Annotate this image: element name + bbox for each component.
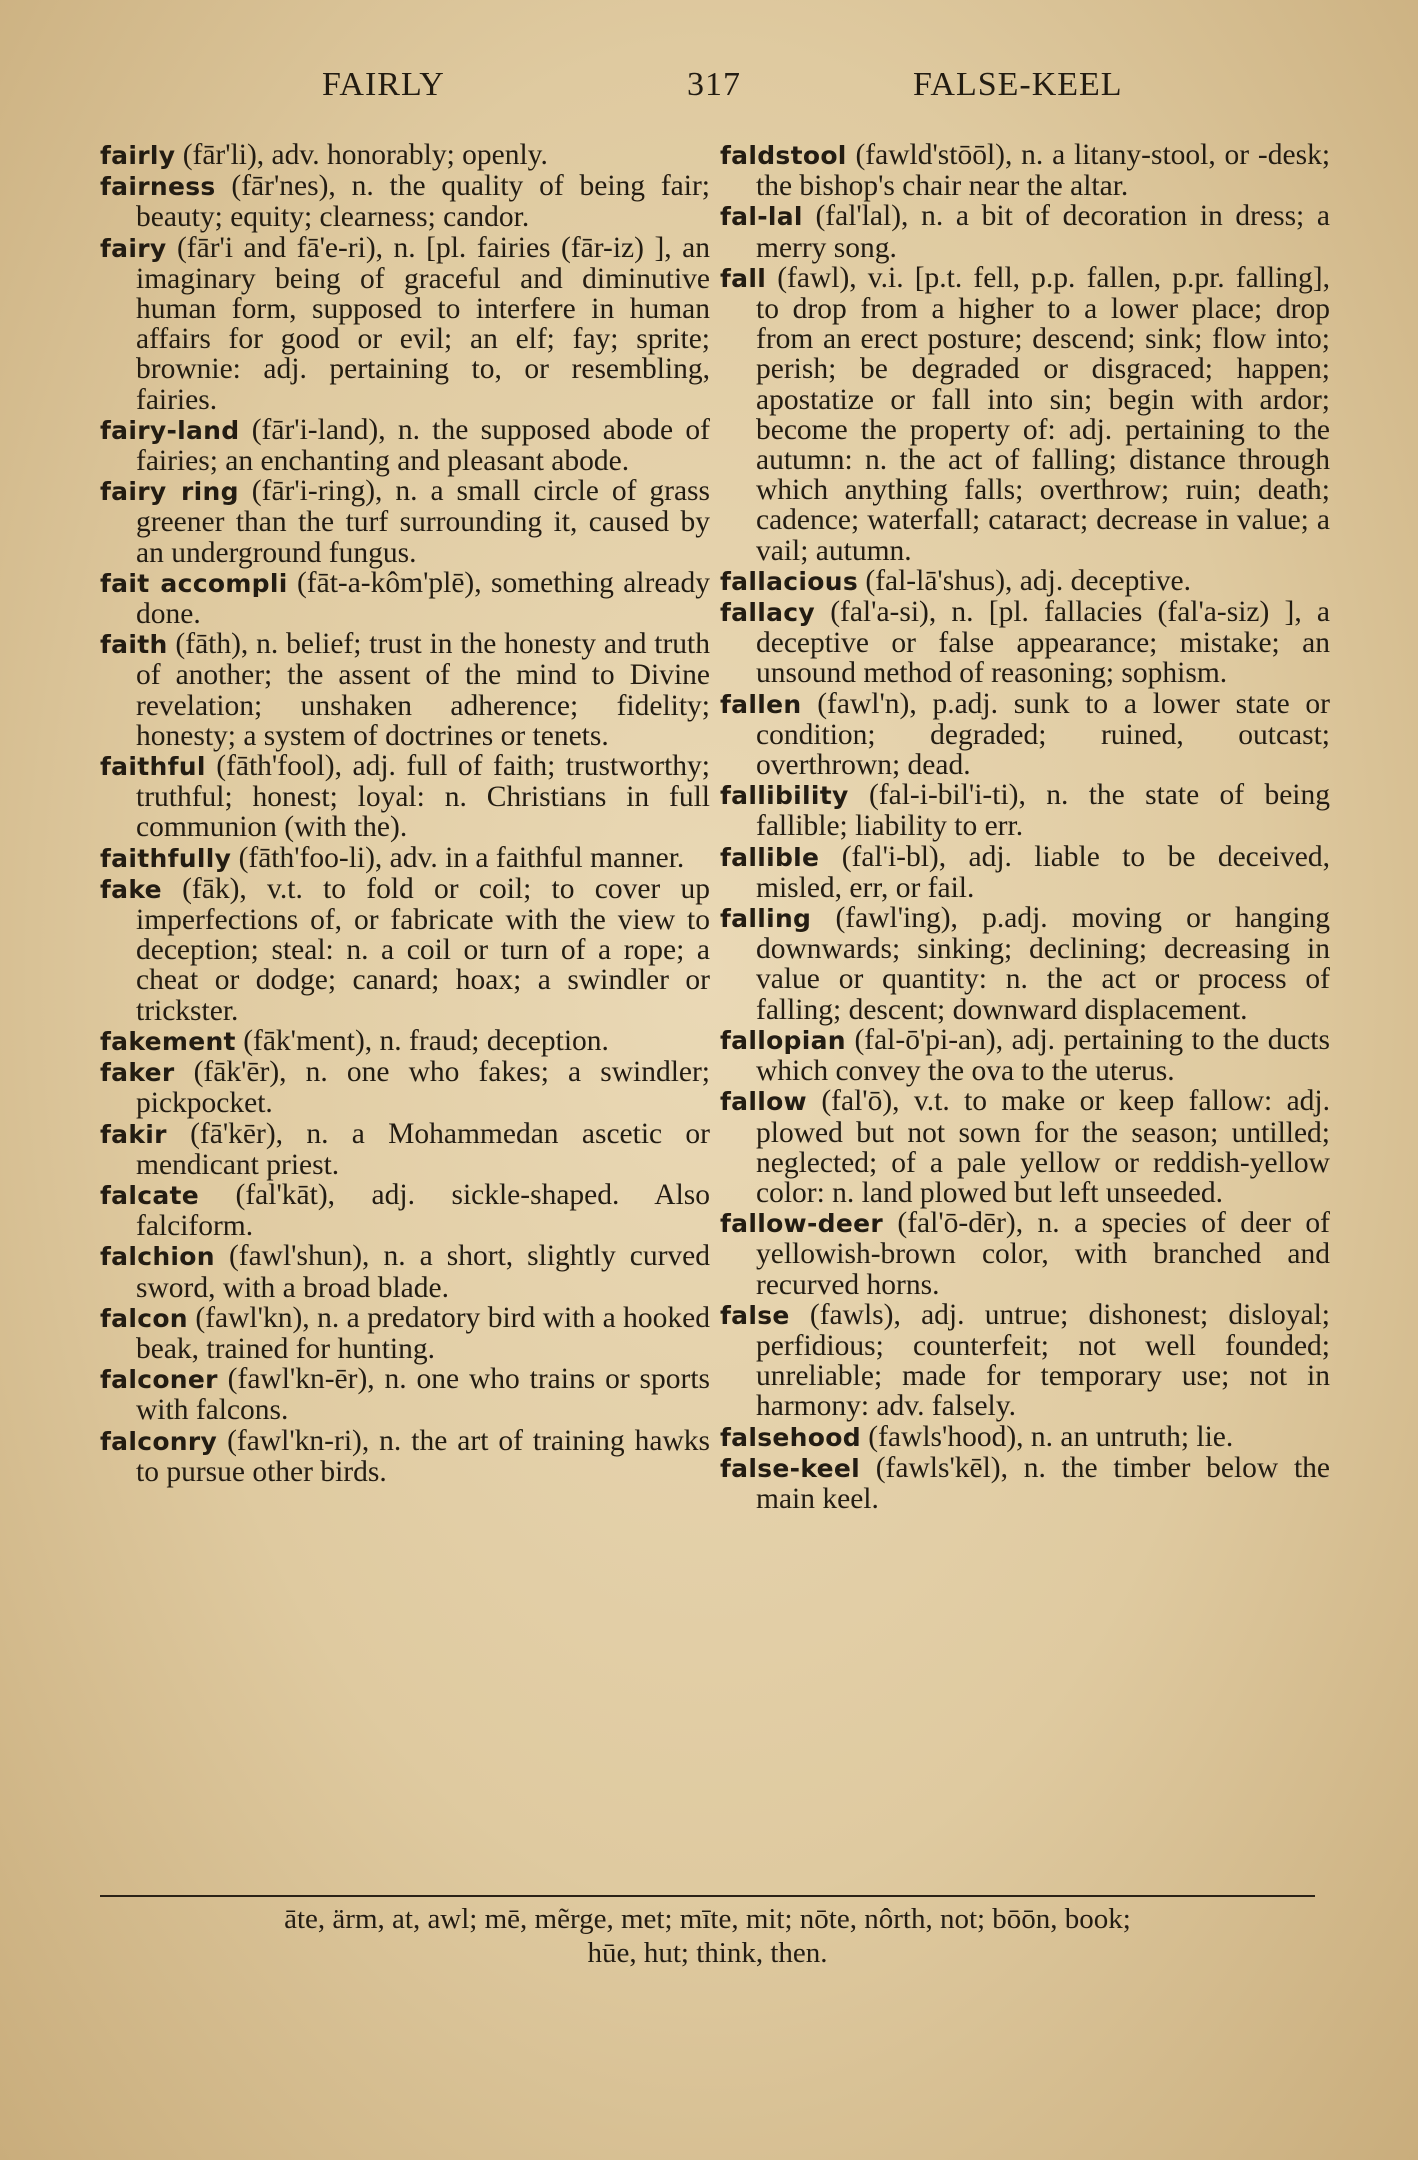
dictionary-entry <box>100 233 710 415</box>
entry-definition: (fār'li), adv. honorably; openly. <box>182 139 548 171</box>
dictionary-entry <box>720 566 1330 597</box>
dictionary-entry <box>720 780 1330 841</box>
entry-headword: falconry <box>100 1426 218 1456</box>
dictionary-entry <box>720 903 1330 1025</box>
left-column <box>100 140 710 1487</box>
entry-headword: fallibility <box>720 781 849 811</box>
dictionary-entry <box>720 201 1330 262</box>
dictionary-entry <box>720 1025 1330 1086</box>
dictionary-entry <box>720 1208 1330 1300</box>
dictionary-entry <box>720 1453 1330 1514</box>
entry-headword: faker <box>100 1058 175 1088</box>
dictionary-entry <box>100 171 710 232</box>
dictionary-entry <box>100 1119 710 1180</box>
entry-headword: faldstool <box>720 141 847 170</box>
entry-definition: (fāt-a-kôm'plē), something already done. <box>136 566 711 631</box>
pronunciation-key-line-2: hūe, hut; think, then. <box>587 1937 828 1969</box>
dictionary-entry <box>720 1422 1330 1453</box>
entry-definition: (fāth), n. belief; trust in the honesty and truth of another; the assent of the mind to Divine revelation; unshaken adherence; fidelity; honesty; a system of doctrines or tenets. <box>136 628 711 752</box>
entry-definition: (fal-i-bil'i-ti), n. the state of being fallible; liability to err. <box>756 779 1331 843</box>
dictionary-entry <box>100 629 710 751</box>
dictionary-entry <box>720 140 1330 201</box>
entry-headword: falling <box>720 904 812 934</box>
entry-definition: (fār'nes), n. the quality of being fair; beauty; equity; clearness; candor. <box>136 170 710 234</box>
entry-definition: (fawls'kēl), n. the timber below the main keel. <box>756 1451 1331 1515</box>
dictionary-entry <box>720 689 1330 781</box>
entry-headword: falconer <box>100 1365 218 1395</box>
entry-definition: (fāk'ēr), n. one who fakes; a swindler; pickpocket. <box>136 1056 711 1120</box>
dictionary-entry <box>100 476 710 568</box>
entry-headword: fakement <box>100 1026 236 1056</box>
entry-definition: (fāth'foo-li), adv. in a faithful manner. <box>238 841 685 874</box>
entry-headword: faith <box>100 630 168 660</box>
entry-definition: (fawl'n), p.adj. sunk to a lower state or condition; degraded; ruined, outcast; overthrown; dead. <box>756 687 1330 782</box>
dictionary-entry <box>100 1180 710 1241</box>
dictionary-entry <box>720 1300 1330 1422</box>
entry-headword: fakir <box>100 1119 167 1149</box>
entry-definition: (fāth'fool), adj. full of faith; trustworthy; truthful; honest; loyal: n. Christians in full communion (with the). <box>136 750 711 844</box>
entry-definition: (fār'i and fā'e-ri), n. [pl. fairies (fār-iz) ], an imaginary being of graceful and diminutive human form, supposed to interfere in human affairs for good or evil; an elf; fay; sprite; brownie: adj. pertaining to, or resembling, fairies. <box>136 231 711 416</box>
dictionary-entry <box>100 874 710 1026</box>
entry-definition: (fal'ō), v.t. to make or keep fallow: adj. plowed but not sown for the season; untilled; neglected; of a pale yellow or reddish-yellow color: n. land plowed but left unseeded. <box>756 1085 1330 1209</box>
entry-headword: fairness <box>100 172 216 202</box>
entry-definition: (fawl'shun), n. a short, slightly curved sword, with a broad blade. <box>136 1240 710 1304</box>
entry-headword: fallow-deer <box>720 1209 883 1239</box>
dictionary-entry <box>100 415 710 476</box>
dictionary-entry <box>720 842 1330 903</box>
entry-definition: (fal'a-si), n. [pl. fallacies (fal'a-siz) ], a deceptive or false appearance; mistake; an unsound method of reasoning; sophism. <box>756 596 1331 690</box>
page-header <box>0 66 1418 116</box>
entry-headword: fake <box>100 874 162 904</box>
entry-headword: fallen <box>720 689 802 719</box>
entry-headword: fallopian <box>720 1025 846 1055</box>
entry-definition: (fawl), v.i. [p.t. fell, p.p. fallen, p.pr. falling], to drop from a higher to a lower place; drop from an erect posture; descend; sink; flow into; perish; be degraded or disgraced; happen; apostatize or fall into sin; begin with ardor; become the property of: adj. pertaining to the autumn: n. the act of falling; distance through which anything falls; overthrow; ruin; death; cadence; waterfall; cataract; decrease in value; a vail; autumn. <box>756 261 1331 567</box>
entry-definition: (fal'kāt), adj. sickle-shaped. Also falciform. <box>136 1178 710 1243</box>
entry-headword: fallow <box>720 1087 807 1117</box>
entry-definition: (fawld'stōōl), n. a litany-stool, or -desk; the bishop's chair near the altar. <box>756 139 1331 203</box>
entry-definition: (fal-lā'shus), adj. deceptive. <box>865 564 1191 597</box>
entry-definition: (fā'kēr), n. a Mohammedan ascetic or mendicant priest. <box>136 1117 710 1181</box>
entry-headword: false <box>720 1300 790 1330</box>
entry-definition: (fawls'hood), n. an untruth; lie. <box>868 1420 1234 1453</box>
pronunciation-key-line-1: āte, ärm, at, awl; mē, mẽrge, met; mīte, mit; nōte, nôrth, not; bōōn, book; <box>284 1903 1131 1935</box>
dictionary-entry <box>100 1026 710 1057</box>
dictionary-entry <box>100 843 710 874</box>
dictionary-entry <box>100 751 710 843</box>
entry-headword: fallacy <box>720 598 815 628</box>
entry-headword: fairy ring <box>100 477 239 507</box>
entry-headword: fairy <box>100 233 167 263</box>
entry-headword: fall <box>720 263 767 293</box>
entry-definition: (fawl'ing), p.adj. moving or hanging downwards; sinking; declining; decreasing in value or quantity: n. the act or process of falling; descent; downward displacement. <box>756 902 1330 1026</box>
entry-headword: falcon <box>100 1303 188 1333</box>
entry-headword: falsehood <box>720 1422 861 1452</box>
entry-headword: faithfully <box>100 843 232 873</box>
page-number: 317 <box>687 66 741 103</box>
entry-headword: faithful <box>100 752 206 782</box>
entry-definition: (fal-ō'pi-an), adj. pertaining to the ducts which convey the ova to the uterus. <box>756 1023 1330 1088</box>
entry-definition: (fawl'kn-ri), n. the art of training hawks to pursue other birds. <box>136 1424 710 1488</box>
entry-headword: fallacious <box>720 566 858 596</box>
entry-headword: falchion <box>100 1242 215 1272</box>
entry-headword: false-keel <box>720 1453 860 1483</box>
footer-rule <box>100 1895 1315 1897</box>
entry-definition: (fawl'kn), n. a predatory bird with a hooked beak, trained for hunting. <box>136 1301 710 1365</box>
dictionary-entry <box>100 1303 710 1364</box>
dictionary-entry <box>100 1241 710 1302</box>
pronunciation-key <box>100 1902 1315 1970</box>
dictionary-entry <box>100 1426 710 1487</box>
entry-headword: fal-lal <box>720 202 803 232</box>
entry-headword: fairy-land <box>100 415 240 445</box>
entry-definition: (fār'i-ring), n. a small circle of grass greener than the turf surrounding it, caused by an underground fungus. <box>136 475 710 569</box>
entry-headword: fairly <box>100 141 176 170</box>
entry-definition: (fal'i-bl), adj. liable to be deceived, misled, err, or fail. <box>756 840 1331 904</box>
dictionary-entry <box>720 1086 1330 1208</box>
entry-definition: (fawls), adj. untrue; dishonest; disloyal; perfidious; counterfeit; not well founded; unreliable; made for temporary use; not in harmony: adv. falsely. <box>756 1298 1331 1423</box>
entry-definition: (fal'ō-dēr), n. a species of deer of yellowish-brown color, with branched and recurved horns. <box>756 1207 1330 1301</box>
entry-definition: (fawl'kn-ēr), n. one who trains or sports with falcons. <box>136 1363 710 1427</box>
entry-definition: (fal'lal), n. a bit of decoration in dress; a merry song. <box>756 200 1331 264</box>
entry-headword: fait accompli <box>100 568 288 598</box>
entry-definition: (fāk'ment), n. fraud; deception. <box>243 1024 609 1057</box>
right-column <box>720 140 1330 1514</box>
dictionary-entry <box>100 1364 710 1425</box>
dictionary-entry <box>100 140 710 171</box>
entry-headword: fallible <box>720 842 820 872</box>
header-last-word: FALSE-KEEL <box>913 66 1123 103</box>
entry-definition: (fār'i-land), n. the supposed abode of fairies; an enchanting and pleasant abode. <box>136 413 710 478</box>
entry-definition: (fāk), v.t. to fold or coil; to cover up imperfections of, or fabricate with the view to deception; steal: n. a coil or turn of a rope; a cheat or dodge; canard; hoax; a swindler or trickster. <box>136 872 710 1027</box>
dictionary-entry <box>100 1057 710 1118</box>
dictionary-entry <box>720 597 1330 689</box>
header-first-word: FAIRLY <box>322 66 445 103</box>
dictionary-entry <box>720 263 1330 566</box>
dictionary-entry <box>100 568 710 629</box>
entry-headword: falcate <box>100 1180 200 1210</box>
